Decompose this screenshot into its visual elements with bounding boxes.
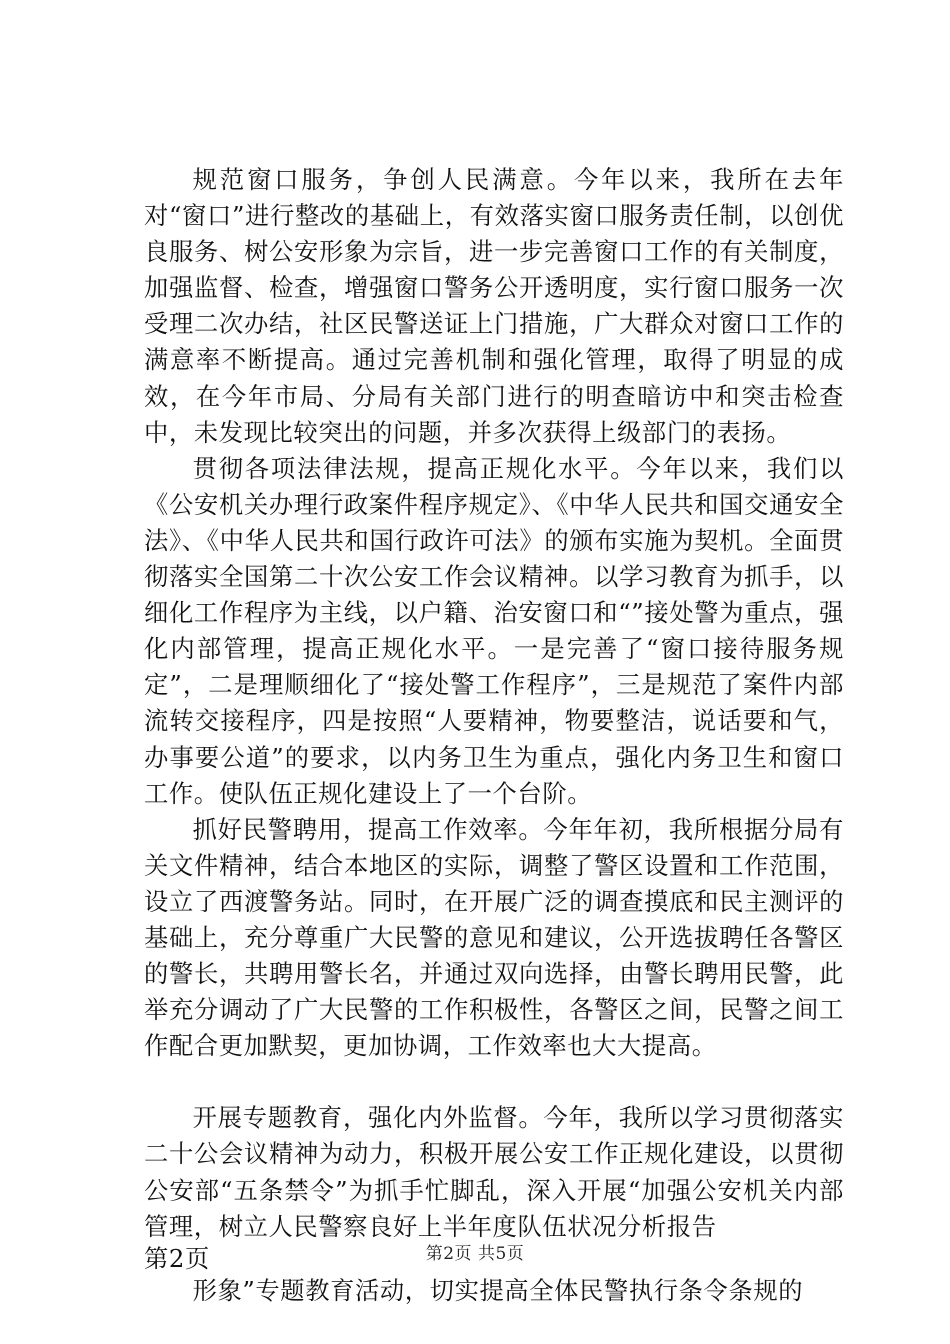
paragraph-police-recruitment: 抓好民警聘用，提高工作效率。今年年初，我所根据分局有关文件精神，结合本地区的实际，调整了警区设置和工作范围，设立了西渡警务站。同时，在开展广泛的调查摸底和民主测评的基础上，充分尊重广大民警的意见和建议，公开选拔聘任各警区的警长，共聘用警长名，并通过双向选择，由警长聘用民警，此举充分调动了广大民警的工作积极性，各警区之间，民警之间工作配合更加默契，更加协调，工作效率也大大提高。: [144, 814, 844, 1061]
paragraph-special-education: 开展专题教育，强化内外监督。今年，我所以学习贯彻落实二十公会议精神为动力，积极开展公安工作正规化建设，以贯彻公安部“五条禁令”为抓手忙脚乱，深入开展“加强公安机关内部管理，树立人民警察良好上半年度队伍状况分析报告: [144, 1103, 844, 1241]
paragraph-window-service: 规范窗口服务，争创人民满意。今年以来，我所在去年对“窗口”进行整改的基础上，有效落实窗口服务责任制，以创优良服务、树公安形象为宗旨，进一步完善窗口工作的有关制度，加强监督、检查，增强窗口警务公开透明度，实行窗口服务一次受理二次办结，社区民警送证上门措施，广大群众对窗口工作的满意率不断提高。通过完善机制和强化管理，取得了明显的成效，在今年市局、分局有关部门进行的明查暗访中和突击检查中，未发现比较突出的问题，并多次获得上级部门的表扬。: [144, 165, 844, 447]
document-body: [144, 162, 844, 1309]
page-footer: 第2页 共5页: [425, 1244, 525, 1264]
paragraph-continuation: 形象”专题教育活动，切实提高全体民警执行条令条规的: [192, 1275, 804, 1305]
inline-page-marker: 第2页: [144, 1243, 210, 1273]
paragraph-spacer: [144, 1064, 844, 1100]
paragraph-laws-regulations: 贯彻各项法律法规，提高正规化水平。今年以来，我们以《公安机关办理行政案件程序规定》、《中华人民共和国交通安全法》、《中华人民共和国行政许可法》的颁布实施为契机。全面贯彻落实全国第二十次公安工作会议精神。以学习教育为抓手，以细化工作程序为主线，以户籍、治安窗口和“”接处警为重点，强化内部管理，提高正规化水平。一是完善了“窗口接待服务规定”，二是理顺细化了“接处警工作程序”，三是规范了案件内部流转交接程序，四是按照“人要精神，物要整洁，说话要和气，办事要公道”的要求，以内务卫生为重点，强化内务卫生和窗口工作。使队伍正规化建设上了一个台阶。: [144, 453, 844, 808]
